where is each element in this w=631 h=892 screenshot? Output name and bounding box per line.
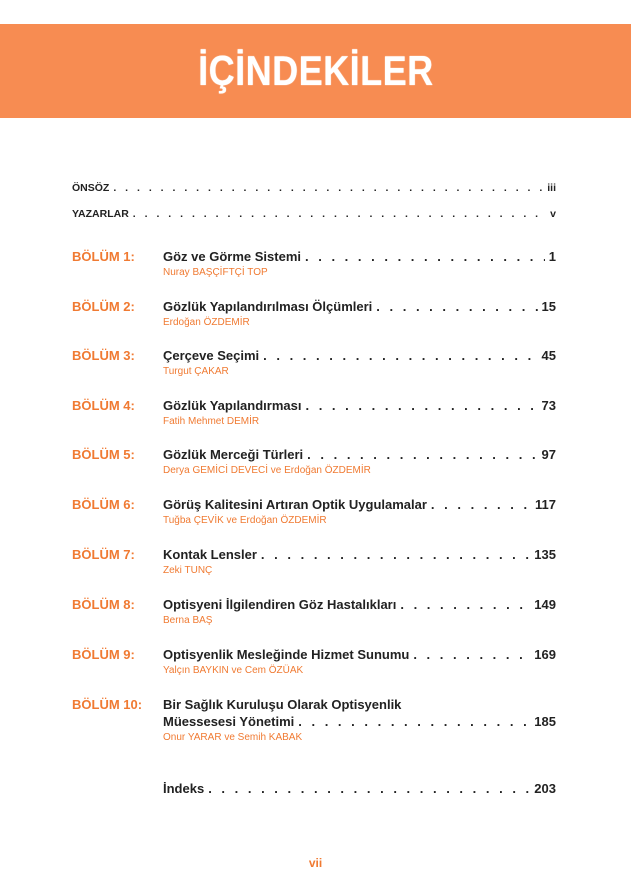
chapter-page: 149 — [534, 597, 556, 612]
chapter-author: Derya GEMİCİ DEVECİ ve Erdoğan ÖZDEMİR — [163, 465, 371, 476]
chapter-author: Erdoğan ÖZDEMİR — [163, 317, 250, 328]
toc-entry-chapter-4[interactable] — [163, 398, 556, 413]
chapter-page: 169 — [534, 647, 556, 662]
chapter-title: Gözlük Merceği Türleri — [163, 447, 304, 462]
toc-entry-chapter-9[interactable] — [163, 647, 556, 662]
header-banner — [0, 24, 631, 118]
toc-entry-page: iii — [547, 182, 556, 194]
chapter-number: BÖLÜM 1: — [72, 249, 135, 264]
chapter-number: BÖLÜM 9: — [72, 647, 135, 662]
chapter-page: 97 — [541, 447, 556, 462]
chapter-number: BÖLÜM 8: — [72, 597, 135, 612]
chapter-page: 45 — [541, 348, 556, 363]
dot-leader — [307, 447, 537, 462]
chapter-number: BÖLÜM 4: — [72, 398, 135, 413]
chapter-author: Onur YARAR ve Semih KABAK — [163, 732, 303, 743]
index-label: İndeks — [163, 781, 205, 796]
toc-entry-chapter-3[interactable] — [163, 348, 556, 363]
chapter-page: 135 — [534, 547, 556, 562]
toc-entry-yazarlar[interactable] — [72, 208, 556, 220]
chapter-number: BÖLÜM 2: — [72, 299, 135, 314]
dot-leader — [305, 249, 545, 264]
dot-leader — [400, 597, 530, 612]
toc-entry-chapter-6[interactable] — [163, 497, 556, 512]
chapter-title-line1: Bir Sağlık Kuruluşu Olarak Optisyenlik — [163, 697, 402, 712]
chapter-title: Gözlük Yapılandırması — [163, 398, 302, 413]
dot-leader — [431, 497, 531, 512]
chapter-page: 117 — [535, 497, 556, 512]
chapter-author: Berna BAŞ — [163, 615, 213, 626]
toc-entry-page: v — [550, 208, 556, 220]
toc-entry-chapter-10[interactable] — [163, 714, 556, 729]
dot-leader — [305, 398, 537, 413]
chapter-number: BÖLÜM 5: — [72, 447, 135, 462]
toc-entry-chapter-7[interactable] — [163, 547, 556, 562]
toc-entry-label: YAZARLAR — [72, 208, 129, 220]
chapter-number: BÖLÜM 7: — [72, 547, 135, 562]
chapter-page: 1 — [548, 249, 556, 264]
chapter-title: Çerçeve Seçimi — [163, 348, 260, 363]
chapter-author: Zeki TUNÇ — [163, 565, 213, 576]
chapter-author: Yalçın BAYKIN ve Cem ÖZÜAK — [163, 665, 304, 676]
chapter-page: 185 — [534, 714, 556, 729]
chapter-page: 15 — [541, 299, 556, 314]
chapter-number: BÖLÜM 3: — [72, 348, 135, 363]
chapter-page: 73 — [541, 398, 556, 413]
dot-leader — [261, 547, 530, 562]
chapter-author: Turgut ÇAKAR — [163, 366, 229, 377]
page-title: İÇİNDEKİLER — [197, 47, 434, 94]
index-page: 203 — [534, 781, 556, 796]
toc-entry-chapter-2[interactable] — [163, 299, 556, 314]
dot-leader — [263, 348, 537, 363]
chapter-author: Fatih Mehmet DEMİR — [163, 416, 260, 427]
chapter-title: Gözlük Yapılandırılması Ölçümleri — [163, 299, 373, 314]
chapter-title: Optisyenlik Mesleğinde Hizmet Sunumu — [163, 647, 410, 662]
chapter-title: Göz ve Görme Sistemi — [163, 249, 301, 264]
chapter-author: Tuğba ÇEVİK ve Erdoğan ÖZDEMİR — [163, 515, 327, 526]
dot-leader — [208, 781, 530, 796]
chapter-author: Nuray BAŞÇİFTÇİ TOP — [163, 267, 268, 278]
toc-entry-onsoz[interactable] — [72, 182, 556, 194]
toc-entry-chapter-8[interactable] — [163, 597, 556, 612]
chapter-title: Optisyeni İlgilendiren Göz Hastalıkları — [163, 597, 397, 612]
dot-leader — [413, 647, 530, 662]
toc-entry-chapter-5[interactable] — [163, 447, 556, 462]
dot-leader — [133, 208, 546, 220]
toc-entry-chapter-1[interactable] — [163, 249, 556, 264]
chapter-title: Kontak Lensler — [163, 547, 257, 562]
footer-page-number: vii — [308, 856, 323, 870]
chapter-title: Görüş Kalitesini Artıran Optik Uygulamalar — [163, 497, 427, 512]
chapter-number: BÖLÜM 6: — [72, 497, 135, 512]
dot-leader — [298, 714, 530, 729]
toc-entry-index[interactable] — [163, 781, 556, 796]
chapter-number: BÖLÜM 10: — [72, 697, 143, 712]
dot-leader — [376, 299, 537, 314]
toc-entry-label: ÖNSÖZ — [72, 182, 110, 194]
chapter-title: Müessesesi Yönetimi — [163, 714, 295, 729]
dot-leader — [113, 182, 543, 194]
